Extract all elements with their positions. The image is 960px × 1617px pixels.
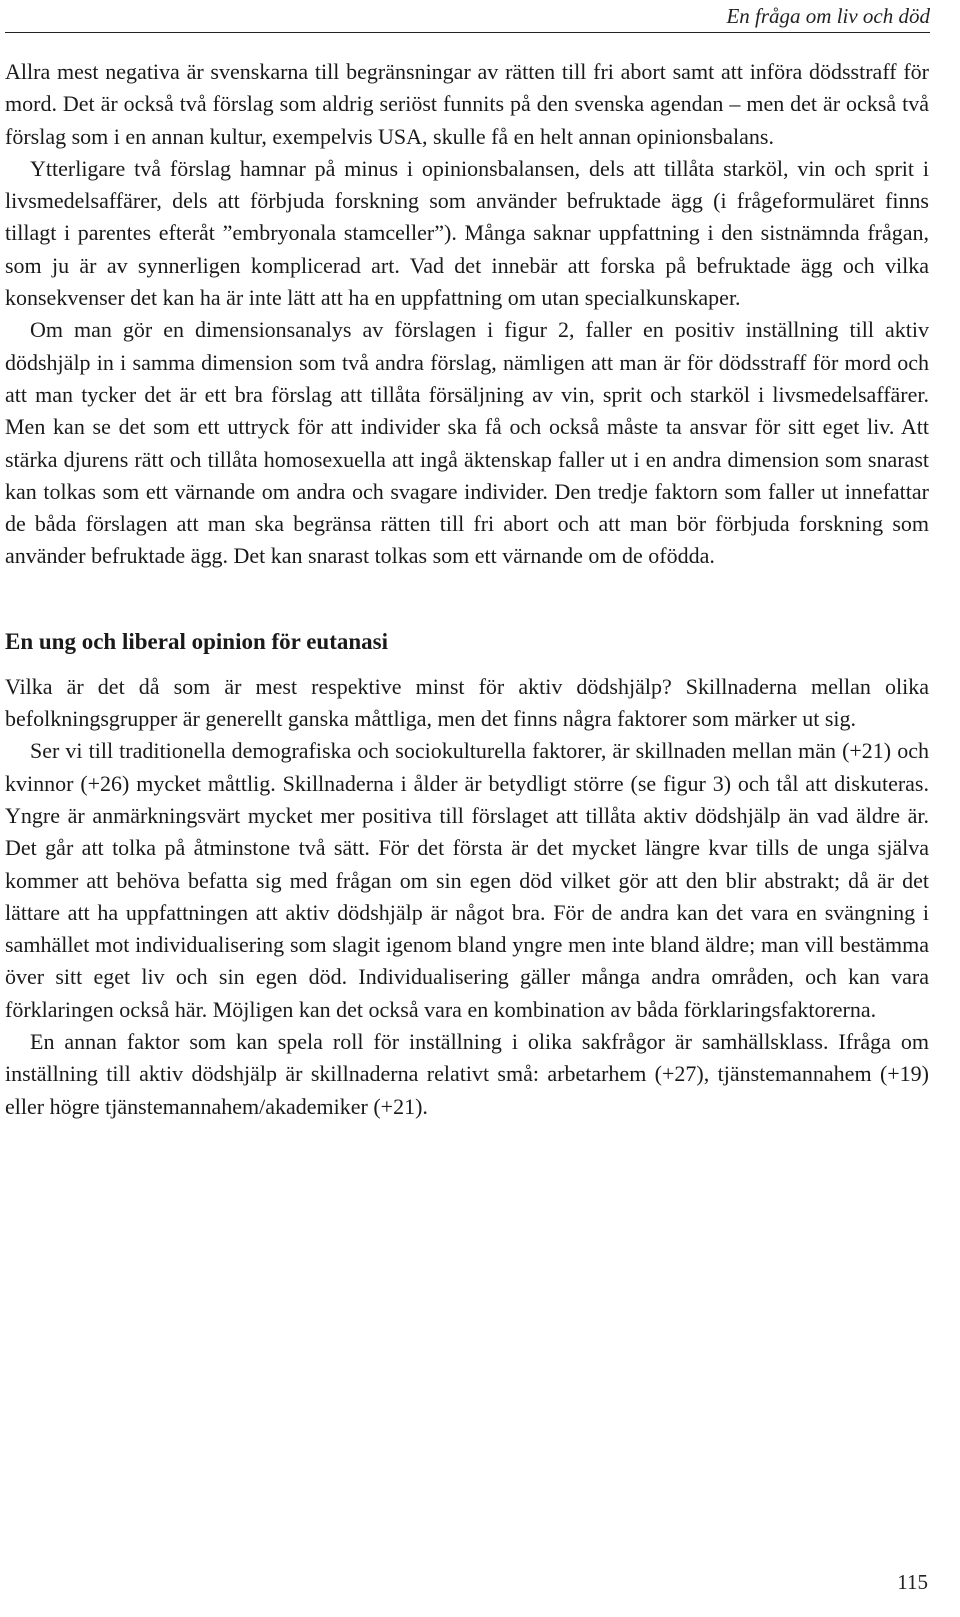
page-number: 115 [897, 1570, 928, 1594]
body-paragraph: Vilka är det då som är mest respektive minst för aktiv dödshjälp? Skillnaderna mellan olika befolkningsgrupper är generellt ganska måttliga, men det finns några faktorer som märker ut sig. [5, 673, 929, 732]
section-heading: En ung och liberal opinion för eutanasi [5, 628, 388, 654]
body-paragraph: Ser vi till traditionella demografiska och sociokulturella faktorer, är skillnaden mellan män (+21) och kvinnor (+26) mycket måttlig. Skillnaderna i ålder är betydligt större (se figur 3) och tål att diskuteras. Yngre är anmärkningsvärt mycket mer positiva till förslaget att tillåta aktiv dödshjälp än vad äldre är. Det går att tolka på åtminstone två sätt. För det första är det mycket längre kvar tills de unga själva kommer att behöva befatta sig med frågan om sin egen död vilket gör att den blir abstrakt; då är det lättare att ha uppfattningen att aktiv dödshjälp är något bra. För de andra kan det vara en svängning i samhället mot individualisering som slagit igenom bland yngre men inte bland äldre; man vill bestämma över sitt eget liv och sin egen död. Individualisering gäller många andra områden, och kan vara förklaringen också här. Möjligen kan det också vara en kombination av båda förklaringsfaktorerna. [5, 738, 929, 1022]
body-paragraph: Ytterligare två förslag hamnar på minus i opinionsbalansen, dels att tillåta starköl, vin och sprit i livsmedelsaffärer, dels att förbjuda forskning som använder befruktade ägg (i frågeformuläret finns tillagt i parentes efteråt ”embryonala stamceller”). Många saknar uppfattning i den sistnämnda frågan, som ju är av synnerligen komplicerad art. Vad det innebär att forska på befruktade ägg och vilka konsekvenser det kan ha är inte lätt att ha en uppfattning om utan specialkunskaper. [5, 155, 929, 311]
page-body [5, 56, 929, 1123]
body-paragraph: En annan faktor som kan spela roll för inställning i olika sakfrågor är samhällsklass. Ifråga om inställning till aktiv dödshjälp är skillnaderna relativt små: arbetarhem (+27), tjänstemannahem (+19) eller högre tjänstemannahem/akademiker (+21). [5, 1029, 929, 1119]
running-head-title: En fråga om liv och död [726, 4, 930, 28]
body-paragraph: Om man gör en dimensionsanalys av förslagen i figur 2, faller en positiv inställning till aktiv dödshjälp in i samma dimension som två andra förslag, nämligen att man är för dödsstraff för mord och att man tycker det är ett bra förslag att tillåta försäljning av vin, sprit och starköl i livsmedelsaffärer. Men kan se det som ett uttryck för att individer ska få och också måste ta ansvar för sitt eget liv. Att stärka djurens rätt och tillåta homosexuella att ingå äktenskap faller ut i en andra dimension som snarast kan tolkas som ett värnande om andra och svagare individer. Den tredje faktorn som faller ut innefattar de båda förslagen att man ska begränsa rätten till fri abort och att man bör förbjuda forskning som använder befruktade ägg. Det kan snarast tolkas som ett värnande om de ofödda. [5, 317, 929, 569]
header-divider [5, 32, 930, 33]
body-paragraph: Allra mest negativa är svenskarna till begränsningar av rätten till fri abort samt att införa dödsstraff för mord. Det är också två förslag som aldrig seriöst funnits på den svenska agendan – men det är också två förslag som i en annan kultur, exempelvis USA, skulle få en helt annan opinionsbalans. [5, 59, 929, 149]
